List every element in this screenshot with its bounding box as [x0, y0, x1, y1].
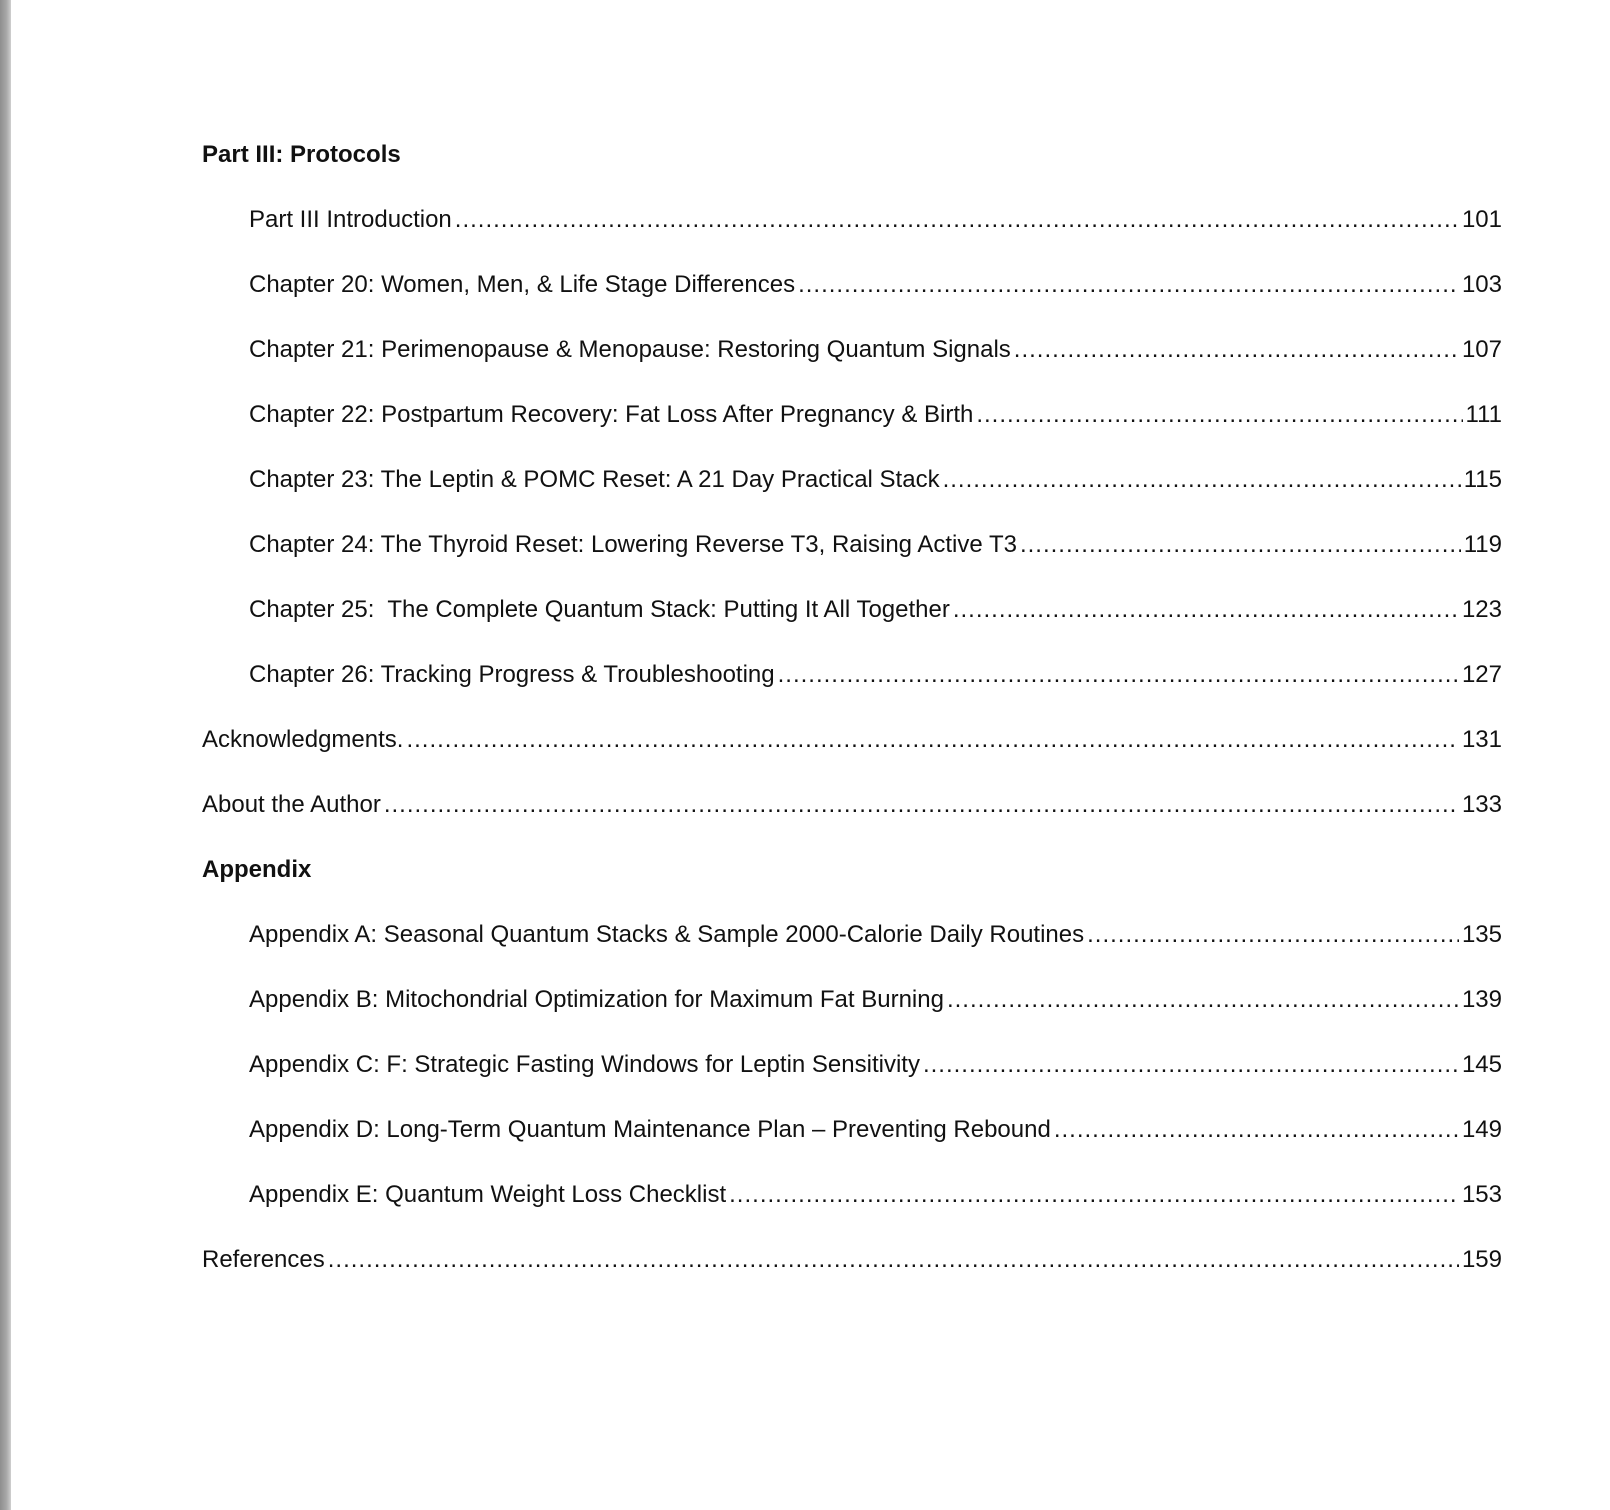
toc-entry-page: 103	[1461, 270, 1502, 298]
toc-entry-title: Appendix E: Quantum Weight Loss Checklist	[249, 1180, 727, 1208]
toc-entry-appendix-d[interactable]	[202, 1097, 1502, 1162]
toc-entry-page: 159	[1461, 1245, 1502, 1273]
toc-entry-page: 149	[1461, 1115, 1502, 1143]
toc-entry-chapter-25[interactable]	[202, 577, 1502, 642]
dot-leader	[923, 1051, 1459, 1079]
toc-entry-title: Chapter 20: Women, Men, & Life Stage Differences	[249, 270, 796, 298]
appendix-heading-row	[202, 837, 1502, 902]
toc-entry-page: 135	[1461, 920, 1502, 948]
toc-entry-page: 119	[1463, 530, 1502, 558]
toc-entry-page: 145	[1461, 1050, 1502, 1078]
toc-entry-title: Part III Introduction	[249, 205, 452, 233]
dot-leader	[947, 986, 1459, 1014]
toc-entry-title: Acknowledgments.	[202, 725, 404, 753]
toc-entry-chapter-26[interactable]	[202, 642, 1502, 707]
toc-entry-title: Appendix A: Seasonal Quantum Stacks & Sample 2000-Calorie Daily Routines	[249, 920, 1085, 948]
dot-leader	[778, 661, 1459, 689]
toc-entry-title: Chapter 22: Postpartum Recovery: Fat Loss After Pregnancy & Birth	[249, 400, 974, 428]
table-of-contents	[202, 122, 1502, 1292]
dot-leader	[798, 271, 1459, 299]
toc-entry-title: Chapter 24: The Thyroid Reset: Lowering Reverse T3, Raising Active T3	[249, 530, 1017, 558]
toc-entry-page: 131	[1461, 725, 1502, 753]
toc-entry-title: Appendix B: Mitochondrial Optimization for Maximum Fat Burning	[249, 985, 944, 1013]
toc-entry-appendix-b[interactable]	[202, 967, 1502, 1032]
toc-entry-chapter-23[interactable]	[202, 447, 1502, 512]
dot-leader	[328, 1246, 1459, 1274]
dot-leader	[729, 1181, 1459, 1209]
toc-entry-appendix-a[interactable]	[202, 902, 1502, 967]
toc-entry-page: 111	[1465, 400, 1502, 428]
toc-entry-page: 123	[1461, 595, 1502, 623]
toc-entry-page: 115	[1463, 465, 1502, 493]
toc-entry-acknowledgments[interactable]	[202, 707, 1502, 772]
toc-entry-appendix-c[interactable]	[202, 1032, 1502, 1097]
toc-entry-page: 153	[1461, 1180, 1502, 1208]
toc-entry-title: Chapter 21: Perimenopause & Menopause: Restoring Quantum Signals	[249, 335, 1011, 363]
toc-entry-title: Chapter 26: Tracking Progress & Troubleshooting	[249, 660, 775, 688]
toc-entry-page: 127	[1461, 660, 1502, 688]
dot-leader	[976, 401, 1462, 429]
dot-leader	[455, 206, 1459, 234]
part3-heading-row	[202, 122, 1502, 187]
toc-entry-title: About the Author	[202, 790, 381, 818]
toc-entry-chapter-20[interactable]	[202, 252, 1502, 317]
dot-leader	[1020, 531, 1461, 559]
dot-leader	[1054, 1116, 1459, 1144]
part3-heading: Part III: Protocols	[202, 140, 401, 168]
dot-leader	[384, 791, 1459, 819]
toc-entry-title: Chapter 23: The Leptin & POMC Reset: A 21 Day Practical Stack	[249, 465, 940, 493]
toc-entry-title: References	[202, 1245, 325, 1273]
document-page	[11, 0, 1610, 1510]
toc-entry-page: 107	[1461, 335, 1502, 363]
toc-entry-references[interactable]	[202, 1227, 1502, 1292]
toc-entry-page: 133	[1461, 790, 1502, 818]
toc-entry-chapter-22[interactable]	[202, 382, 1502, 447]
toc-entry-chapter-21[interactable]	[202, 317, 1502, 382]
viewer-left-edge	[0, 0, 11, 1510]
toc-entry-about-the-author[interactable]	[202, 772, 1502, 837]
dot-leader	[953, 596, 1459, 624]
toc-entry-page: 101	[1461, 205, 1502, 233]
toc-entry-title: Appendix C: F: Strategic Fasting Windows for Leptin Sensitivity	[249, 1050, 920, 1078]
toc-entry-chapter-24[interactable]	[202, 512, 1502, 577]
appendix-heading: Appendix	[202, 855, 312, 883]
toc-entry-appendix-e[interactable]	[202, 1162, 1502, 1227]
toc-entry-part3-introduction[interactable]	[202, 187, 1502, 252]
dot-leader	[943, 466, 1461, 494]
toc-entry-title: Appendix D: Long-Term Quantum Maintenance Plan – Preventing Rebound	[249, 1115, 1051, 1143]
dot-leader	[1014, 336, 1459, 364]
dot-leader	[406, 726, 1459, 754]
toc-entry-page: 139	[1461, 985, 1502, 1013]
dot-leader	[1087, 921, 1459, 949]
toc-entry-title: Chapter 25: The Complete Quantum Stack: Putting It All Together	[249, 595, 950, 623]
